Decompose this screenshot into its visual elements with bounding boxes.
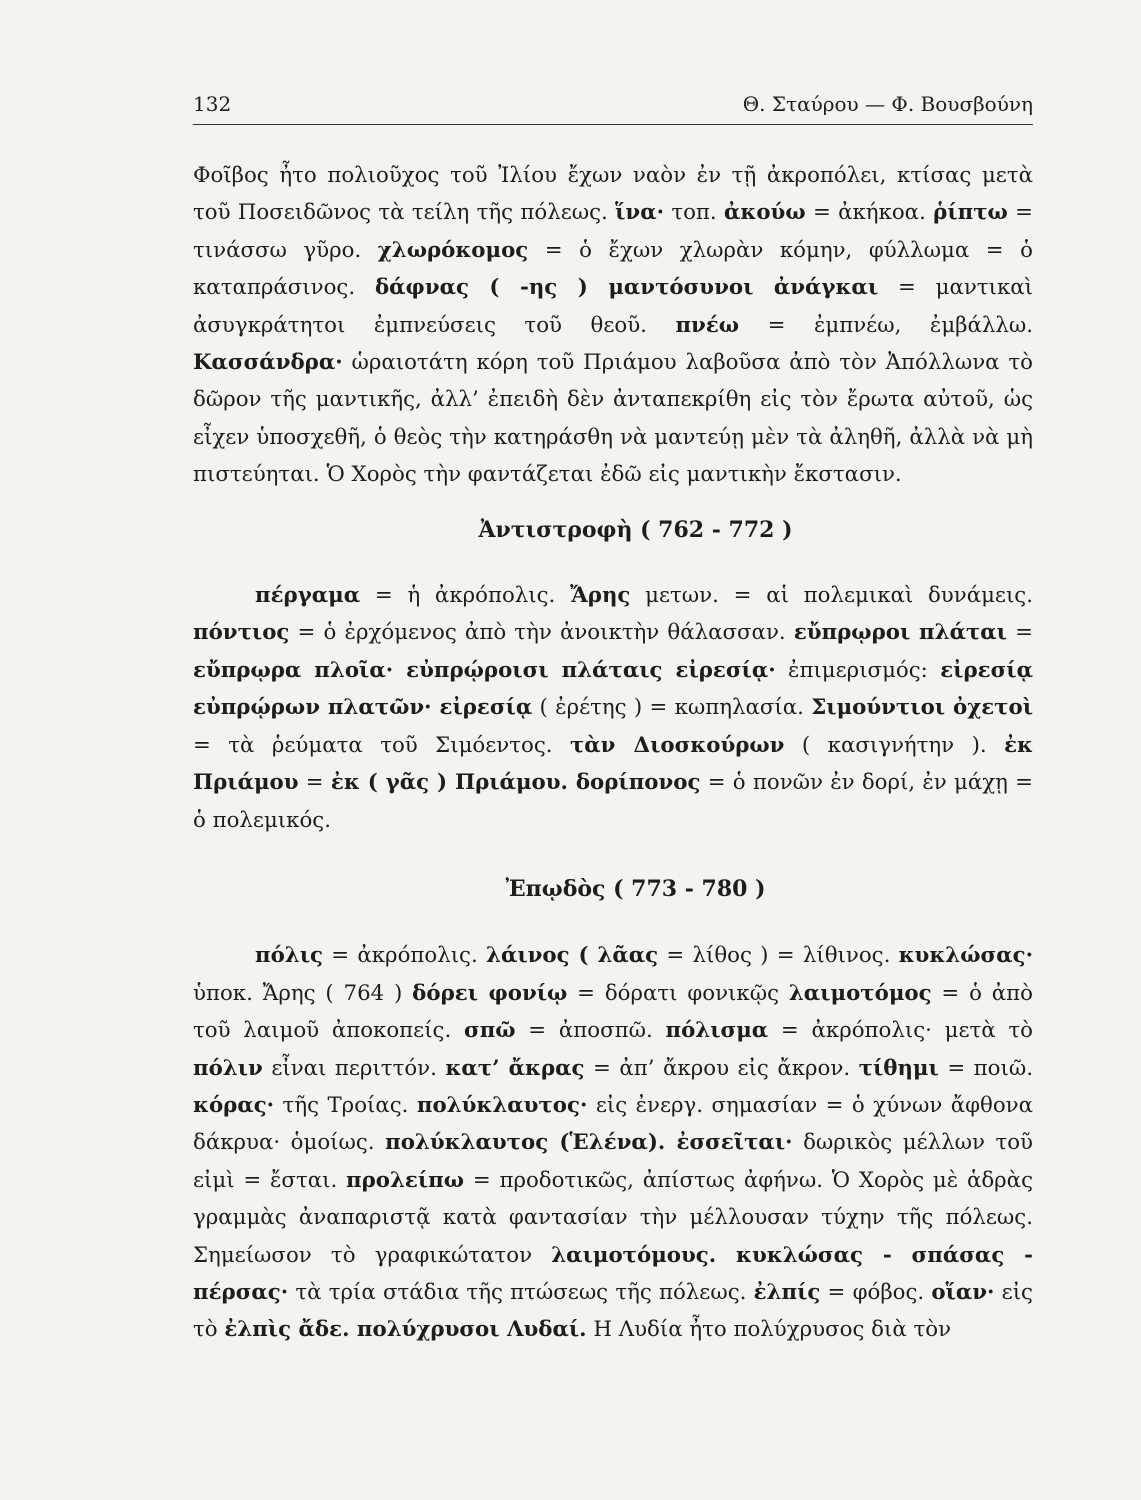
gloss-text: = μαντικαὶ ἀσυγκράτητοι ἐμπνεύσεις τοῦ θεοῦ.: [193, 275, 1033, 338]
lemma-term: ἀκούω: [724, 200, 806, 226]
gloss-text: ( ἐρέτης ) = κωπηλασία.: [532, 695, 812, 721]
lemma-term: πολύκλαυτος·: [416, 1092, 588, 1118]
gloss-text: = ἀποσπῶ.: [515, 1018, 666, 1044]
lemma-term: ἐλπίς: [753, 1279, 821, 1305]
lemma-term: λαιμοτόμους. κυκλώσας - σπάσας - πέρσας·: [193, 1242, 1033, 1305]
gloss-text: = ἀκρόπολις· μετὰ τὸ: [768, 1018, 1034, 1044]
page: [193, 92, 1033, 1349]
page-number: 132: [193, 92, 232, 116]
gloss-text: = τὰ ῥεύματα τοῦ Σιμόεντος.: [193, 732, 570, 758]
paragraph-intro: [193, 157, 1033, 494]
lemma-term: ἐκ ( γᾶς ) Πριάμου. δορίπονος: [330, 770, 701, 796]
gloss-text: = φόβος.: [820, 1279, 932, 1305]
lemma-term: πόλις: [255, 943, 323, 969]
lemma-term: Ἄρης: [570, 583, 631, 609]
gloss-text: = ἐμπνέω, ἐμβάλλω.: [739, 312, 1033, 338]
lemma-term: Κασσάνδρα·: [193, 350, 343, 376]
lemma-term: τίθημι: [858, 1055, 939, 1081]
gloss-text: δωρικὸς μέλλων τοῦ εἰμὶ = ἔσται.: [193, 1130, 1033, 1193]
lemma-term: χλωρόκομος: [377, 237, 529, 263]
gloss-text: =: [1007, 620, 1034, 646]
lemma-term: δόρει φονίῳ: [412, 980, 568, 1006]
lemma-term: σπῶ: [464, 1018, 516, 1044]
lemma-term: πόντιος: [193, 620, 290, 646]
gloss-text: = δόρατι φονικῷς: [567, 980, 789, 1006]
gloss-text: = ἀπ’ ἄκρου εἰς ἄκρον.: [584, 1055, 859, 1081]
gloss-text: ὡραιοτάτη κόρη τοῦ Πριάμου λαβοῦσα ἀπὸ τὸν Ἀπόλλωνα τὸ δῶρον τῆς μαντικῆς, ἀλλ’ ἐπειδὴ δὲν ἀνταπεκρίθη εἰς τὸν ἔρωτα αὐτοῦ, ὡς εἶχεν ὑποσχεθῆ, ὁ θεὸς τὴν κατηράσθη νὰ μαντεύῃ μὲν τὰ ἀληθῆ, ἀλλὰ νὰ μὴ πιστεύηται. Ὁ Χορὸς τὴν φαντάζεται ἐδῶ εἰς μαντικὴν ἔκστασιν.: [193, 350, 1033, 488]
lemma-term: τὰν Διοσκούρων: [569, 732, 785, 758]
gloss-text: ( κασιγνήτην ).: [784, 732, 1005, 758]
lemma-term: Σιμούντιοι ὀχετοὶ: [811, 695, 1033, 721]
gloss-text: ὑποκ. Ἄρης ( 764 ): [193, 980, 413, 1006]
lemma-term: ἐλπὶς ἄδε. πολύχρυσοι Λυδαί.: [224, 1317, 587, 1343]
gloss-text: = προδοτικῶς, ἀπίστως ἀφήνω. Ὁ Χορὸς μὲ ἁδρὰς γραμμὰς ἀναπαριστᾷ κατὰ φαντασίαν τὴν μέλλουσαν τύχην τῆς πόλεως. Σημείωσον τὸ γραφικώτατον: [193, 1167, 1033, 1268]
heading-antistrophe: Ἀντιστροφὴ ( 762 - 772 ): [478, 516, 793, 543]
gloss-text: = ὁ ἀπὸ τοῦ λαιμοῦ ἀποκοπείς.: [193, 980, 1033, 1044]
lemma-term: δάφνας ( -ης ) μαντόσυνοι ἀνάγκαι: [374, 275, 879, 301]
lemma-term: κυκλώσας·: [898, 943, 1033, 969]
gloss-text: Φοῖβος ἦτο πολιοῦχος τοῦ Ἰλίου ἔχων ναὸν ἐν τῇ ἀκροπόλει, κτίσας μετὰ τοῦ Ποσειδῶνος τὰ τείλη τῆς πόλεως.: [193, 163, 1033, 226]
gloss-text: τὰ τρία στάδια τῆς πτώσεως τῆς πόλεως.: [288, 1279, 754, 1305]
lemma-term: κατ’ ἄκρας: [445, 1055, 585, 1081]
lemma-term: λαιμοτόμος: [788, 980, 932, 1006]
heading-epode: Ἐπῳδὸς ( 773 - 780 ): [505, 875, 766, 902]
paragraph-antistrophe: [193, 577, 1033, 839]
lemma-term: εὔπρῳρα πλοῖα· εὐπρῴροισι πλάταις εἰρεσίᾳ·: [193, 657, 776, 683]
gloss-text: τοπ.: [664, 200, 724, 226]
gloss-text: = ἀκήκοα.: [805, 200, 934, 226]
lemma-term: λάινος ( λᾶας: [486, 943, 659, 969]
lemma-term: ἵνα·: [615, 200, 664, 226]
gloss-text: = ὁ ἐρχόμενος ἀπὸ τὴν ἀνοικτὴν θάλασσαν.: [289, 620, 794, 646]
lemma-term: κόρας·: [193, 1092, 275, 1118]
gloss-text: = ἡ ἀκρόπολις.: [360, 583, 571, 609]
lemma-term: ἐκ Πριάμου: [193, 732, 1033, 796]
gloss-text: μετων. = αἱ πολεμικαὶ δυνάμεις.: [630, 583, 1033, 609]
body-text: [193, 157, 1033, 1349]
lemma-term: πέργαμα: [255, 583, 361, 609]
gloss-text: = λίθος ) = λίθινος.: [658, 943, 899, 969]
running-header: [193, 92, 1033, 125]
lemma-term: προλείπω: [346, 1167, 465, 1193]
paragraph-epode: [193, 937, 1033, 1348]
gloss-text: =: [298, 770, 331, 796]
lemma-term: εὔπρῳροι πλάται: [793, 620, 1007, 646]
gloss-text: = τινάσσω γῦρο.: [193, 200, 1033, 263]
lemma-term: πνέω: [675, 312, 740, 338]
gloss-text: = ποιῶ.: [938, 1055, 1033, 1081]
gloss-text: εἶναι περιττόν.: [262, 1055, 446, 1081]
running-title: Θ. Σταύρου — Φ. Βουσβούνη: [742, 92, 1033, 116]
gloss-text: = ὁ ἔχων χλωρὰν κόμην, φύλλωμα = ὁ καταπράσινος.: [193, 237, 1033, 301]
lemma-term: ῥίπτω: [933, 200, 1008, 226]
lemma-term: εἰρεσίᾳ εὐπρῴρων πλατῶν· εἰρεσίᾳ: [193, 657, 1033, 721]
gloss-text: = ἀκρόπολις.: [323, 943, 487, 969]
lemma-term: πόλιν: [193, 1055, 263, 1081]
lemma-term: πόλισμα: [665, 1018, 769, 1044]
gloss-text: εἰς τὸ: [193, 1279, 1033, 1343]
gloss-text: ἐπιμερισμός:: [775, 657, 941, 683]
gloss-text: εἰς ἐνεργ. σημασίαν = ὁ χύνων ἄφθονα δάκρυα· ὁμοίως.: [193, 1092, 1033, 1156]
lemma-term: πολύκλαυτος (Ἑλένα). ἐσσεῖται·: [385, 1130, 793, 1156]
lemma-term: οἵαν·: [931, 1279, 995, 1305]
gloss-text: Η Λυδία ἦτο πολύχρυσος διὰ τὸν: [586, 1317, 952, 1343]
gloss-text: = ὁ πονῶν ἐν δορί, ἐν μάχῃ = ὁ πολεμικός.: [193, 770, 1033, 833]
gloss-text: τῆς Τροίας.: [274, 1092, 417, 1118]
